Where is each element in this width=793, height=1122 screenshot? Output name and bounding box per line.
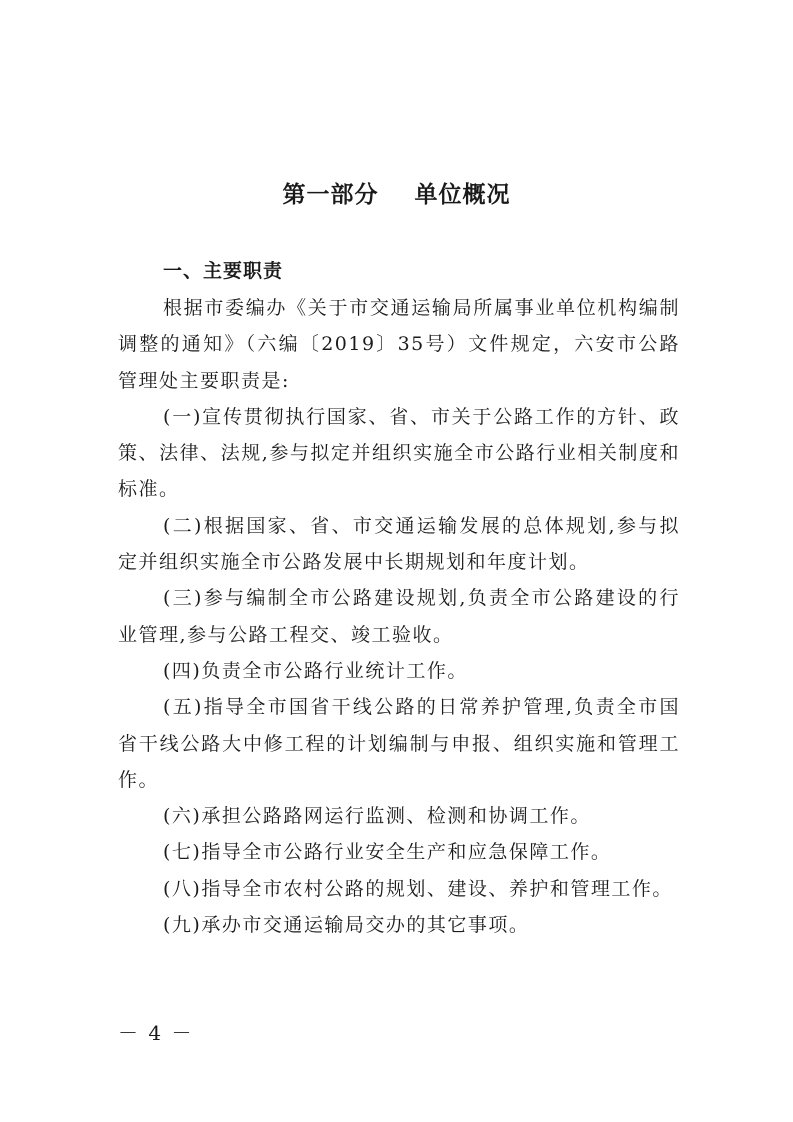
paragraph-duty-6: (六)承担公路路网运行监测、检测和协调工作。	[163, 805, 591, 828]
section-heading: 一、主要职责	[163, 260, 284, 282]
paragraph-duty-9: (九)承办市交通运输局交办的其它事项。	[163, 914, 530, 937]
paragraph-duty-8: (八)指导全市农村公路的规划、建设、养护和管理工作。	[163, 877, 673, 900]
paragraph-intro: 根据市委编办《关于市交通运输局所属事业单位机构编制调整的通知》（六编〔2019〕35号）文件规定，六安市公路管理处主要职责是:	[118, 297, 680, 392]
paragraph-duty-1: (一)宣传贯彻执行国家、省、市关于公路工作的方针、政策、法律、法规,参与拟定并组织实施全市公路行业相关制度和标准。	[118, 405, 680, 501]
chapter-title: 第一部分 单位概况	[282, 182, 511, 208]
paragraph-duty-4: (四)负责全市公路行业统计工作。	[163, 659, 468, 682]
paragraph-duty-7: (七)指导全市公路行业安全生产和应急保障工作。	[163, 841, 612, 864]
paragraph-duty-5: (五)指导全市国省干线公路的日常养护管理,负责全市国省干线公路大中修工程的计划编制与申报、组织实施和管理工作。	[118, 696, 680, 791]
paragraph-duty-2: (二)根据国家、省、市交通运输发展的总体规划,参与拟定并组织实施全市公路发展中长期规划和年度计划。	[118, 514, 680, 574]
body-text	[118, 290, 680, 943]
page-number: － 4 －	[118, 1021, 194, 1045]
paragraph-duty-3: (三)参与编制全市公路建设规划,负责全市公路建设的行业管理,参与公路工程交、竣工验收。	[118, 587, 680, 646]
